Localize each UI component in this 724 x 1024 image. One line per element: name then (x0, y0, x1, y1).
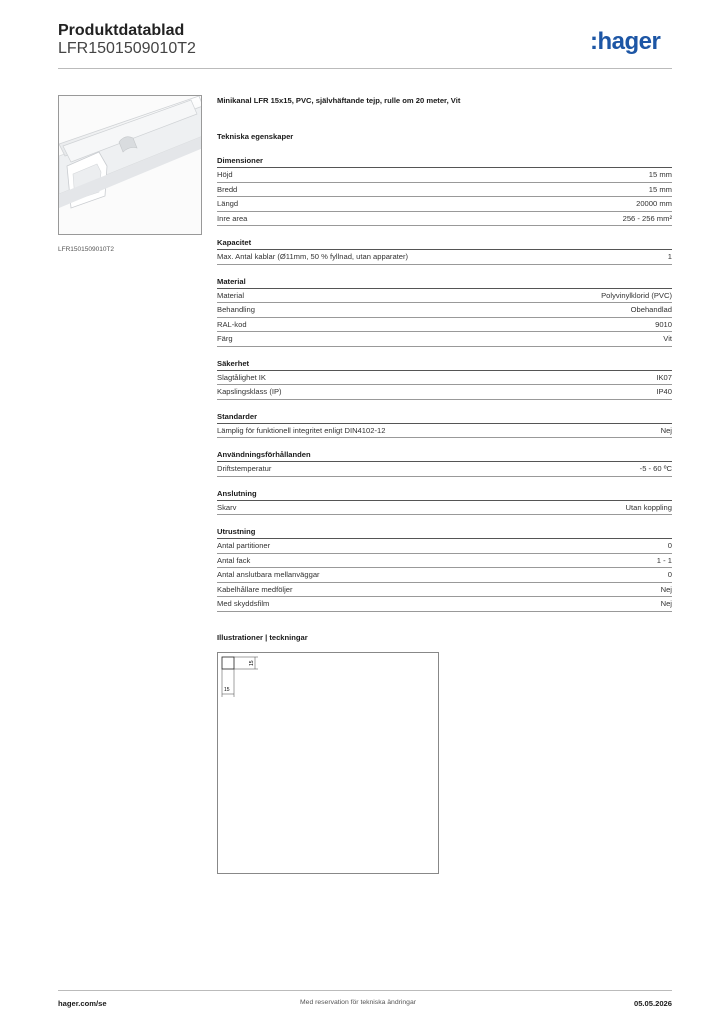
technical-drawing (217, 652, 439, 874)
spec-label: RAL-kod (217, 319, 247, 329)
spec-value: Polyvinylklorid (PVC) (601, 290, 672, 300)
spec-groups (217, 156, 672, 612)
spec-row (217, 597, 672, 612)
spec-group-title: Anslutning (217, 489, 672, 501)
spec-label: Material (217, 290, 245, 300)
product-image (58, 95, 202, 235)
spec-group-title: Dimensioner (217, 156, 672, 168)
spec-row (217, 462, 672, 477)
spec-label: Antal anslutbara mellanväggar (217, 570, 320, 579)
spec-group (217, 277, 672, 347)
illustrations-heading: Illustrationer | teckningar (217, 633, 308, 642)
spec-label: Bredd (217, 184, 238, 194)
spec-value: 256 - 256 mm² (622, 213, 672, 223)
spec-label: Höjd (217, 170, 233, 179)
spec-label: Behandling (217, 305, 256, 314)
spec-value: Obehandlad (630, 305, 672, 314)
spec-value: 15 mm (648, 170, 672, 179)
spec-label: Driftstemperatur (217, 464, 272, 473)
specification-section (217, 96, 672, 624)
spec-value: 9010 (655, 319, 672, 329)
hager-logo: :hager (590, 28, 661, 55)
spec-row (217, 289, 672, 304)
spec-value: Nej (660, 425, 672, 435)
spec-value: Utan koppling (625, 502, 672, 512)
header-divider (58, 68, 672, 69)
spec-value: Nej (660, 599, 672, 608)
spec-label: Inre area (217, 213, 248, 223)
spec-value: IP40 (656, 387, 672, 396)
image-caption: LFR1501509010T2 (58, 246, 115, 253)
spec-group (217, 527, 672, 612)
spec-label: Max. Antal kablar (Ø11mm, 50 % fyllnad, utan apparater) (217, 252, 409, 261)
spec-row (217, 501, 672, 516)
spec-value: 0 (667, 570, 672, 579)
spec-row (217, 303, 672, 318)
spec-label: Längd (217, 199, 239, 208)
footer-date: 05.05.2026 (633, 999, 672, 1008)
spec-group-title: Kapacitet (217, 238, 672, 250)
spec-group-title: Användningsförhållanden (217, 450, 672, 462)
product-description: Minikanal LFR 15x15, PVC, självhäftande tejp, rulle om 20 meter, Vit (217, 96, 461, 105)
cable-duct-illustration (59, 96, 202, 235)
spec-group (217, 450, 672, 477)
spec-value: 0 (667, 541, 672, 550)
spec-group (217, 238, 672, 265)
dimension-drawing (218, 653, 438, 873)
spec-row (217, 212, 672, 227)
spec-group-title: Utrustning (217, 527, 672, 539)
spec-row (217, 385, 672, 400)
spec-value: Nej (660, 584, 672, 594)
duct-profile-square (222, 657, 234, 669)
spec-row (217, 424, 672, 439)
footer-disclaimer: Med reservation för tekniska ändringar (300, 999, 416, 1006)
document-title: Produktdatablad (58, 22, 185, 39)
spec-label: Antal partitioner (217, 541, 271, 550)
product-code: LFR1501509010T2 (58, 40, 196, 57)
spec-row (217, 583, 672, 598)
spec-label: Kapslingsklass (IP) (217, 387, 282, 396)
spec-row (217, 554, 672, 569)
width-dimension-label: 15 (224, 687, 230, 693)
spec-row (217, 568, 672, 583)
footer-divider (58, 990, 672, 991)
height-dimension-label: 15 (249, 660, 255, 666)
spec-row (217, 183, 672, 198)
spec-group-title: Säkerhet (217, 359, 672, 371)
spec-row (217, 371, 672, 386)
spec-group-title: Standarder (217, 412, 672, 424)
spec-value: IK07 (656, 372, 672, 382)
spec-value: 15 mm (648, 184, 672, 194)
spec-label: Färg (217, 334, 233, 343)
spec-group (217, 156, 672, 226)
spec-group-title: Material (217, 277, 672, 289)
spec-group (217, 359, 672, 400)
spec-value: -5 - 60 ºC (639, 464, 672, 473)
spec-value: 20000 mm (636, 199, 672, 208)
spec-label: Antal fack (217, 555, 251, 565)
footer-website: hager.com/se (58, 999, 107, 1008)
spec-label: Med skyddsfilm (217, 599, 270, 608)
spec-group (217, 489, 672, 516)
spec-label: Lämplig för funktionell integritet enligt DIN4102-12 (217, 425, 386, 435)
spec-row (217, 332, 672, 347)
spec-label: Slagtålighet IK (217, 372, 266, 382)
spec-row (217, 250, 672, 265)
spec-label: Skarv (217, 502, 237, 512)
technical-properties-heading: Tekniska egenskaper (217, 132, 294, 141)
spec-row (217, 539, 672, 554)
spec-row (217, 197, 672, 212)
spec-label: Kabelhållare medföljer (217, 584, 293, 594)
spec-value: 1 - 1 (656, 555, 672, 565)
spec-value: 1 (667, 252, 672, 261)
spec-value: Vit (663, 334, 672, 343)
spec-group (217, 412, 672, 439)
spec-row (217, 168, 672, 183)
spec-row (217, 318, 672, 333)
